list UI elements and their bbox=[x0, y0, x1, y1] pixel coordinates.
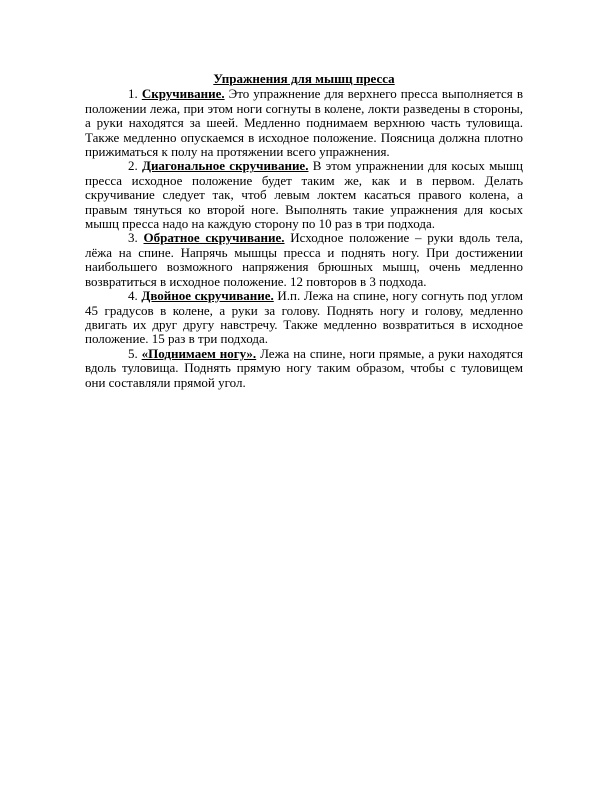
exercise-number: 5. bbox=[128, 345, 138, 361]
exercise-text: Лежа на спине, ноги прямые, а руки находятся вдоль туловища. Поднять прямую ногу таким образом, чтобы с туловищем они составляли прямой угол. bbox=[85, 345, 524, 390]
exercise-number: 4. bbox=[128, 288, 138, 304]
exercise-text: Исходное положение – руки вдоль тела, лёжа на спине. Напрячь мышцы пресса и поднять ногу. При достижении наибольшего возможного напряжения брюшных мышц, очень медленно возвратиться в исходное положение. 12 повторов в 3 подхода. bbox=[85, 230, 523, 289]
exercise-name: «Поднимаем ногу». bbox=[141, 345, 257, 361]
exercise-paragraph-1 bbox=[85, 87, 523, 159]
exercise-paragraph-3 bbox=[85, 231, 523, 289]
exercise-text: В этом упражнении для косых мышц пресса исходное положение будет таким же, как и в первом. Делать скручивание следует так, чтоб левым локтем касаться правого колена, а правым тянуться ко второй ноге. Выполнять такие упражнения для косых мышц пресса надо на каждую сторону по 10 раз в три подхода. bbox=[85, 158, 523, 232]
exercise-number: 3. bbox=[128, 230, 138, 246]
exercise-text: И.п. Лежа на спине, ногу согнуть под углом 45 градусов в колене, а руки за голову. Поднять ногу и голову, медленно двигать их друг другу навстречу. Также медленно возвратиться в исходное положение. 15 раз в три подхода. bbox=[85, 288, 523, 347]
exercise-name: Диагональное скручивание. bbox=[142, 158, 309, 174]
document-title: Упражнения для мышц пресса bbox=[213, 71, 395, 86]
exercise-name: Двойное скручивание. bbox=[141, 288, 274, 304]
exercise-paragraph-4 bbox=[85, 289, 523, 347]
exercise-name: Обратное скручивание. bbox=[143, 230, 285, 246]
document-page bbox=[85, 72, 523, 390]
exercise-number: 2. bbox=[128, 158, 138, 174]
exercise-paragraph-5 bbox=[85, 347, 523, 390]
exercise-paragraph-2 bbox=[85, 159, 523, 231]
exercise-number: 1. bbox=[128, 86, 138, 102]
exercise-name: Скручивание. bbox=[141, 86, 225, 102]
exercise-text: Это упражнение для верхнего пресса выполняется в положении лежа, при этом ноги согнуты в колене, локти разведены в стороны, а руки находятся за шеей. Медленно поднимаем верхнюю часть туловища. Также медленно опускаемся в исходное положение. Поясница должна плотно прижиматься к полу на протяжении всего упражнения. bbox=[85, 86, 523, 160]
